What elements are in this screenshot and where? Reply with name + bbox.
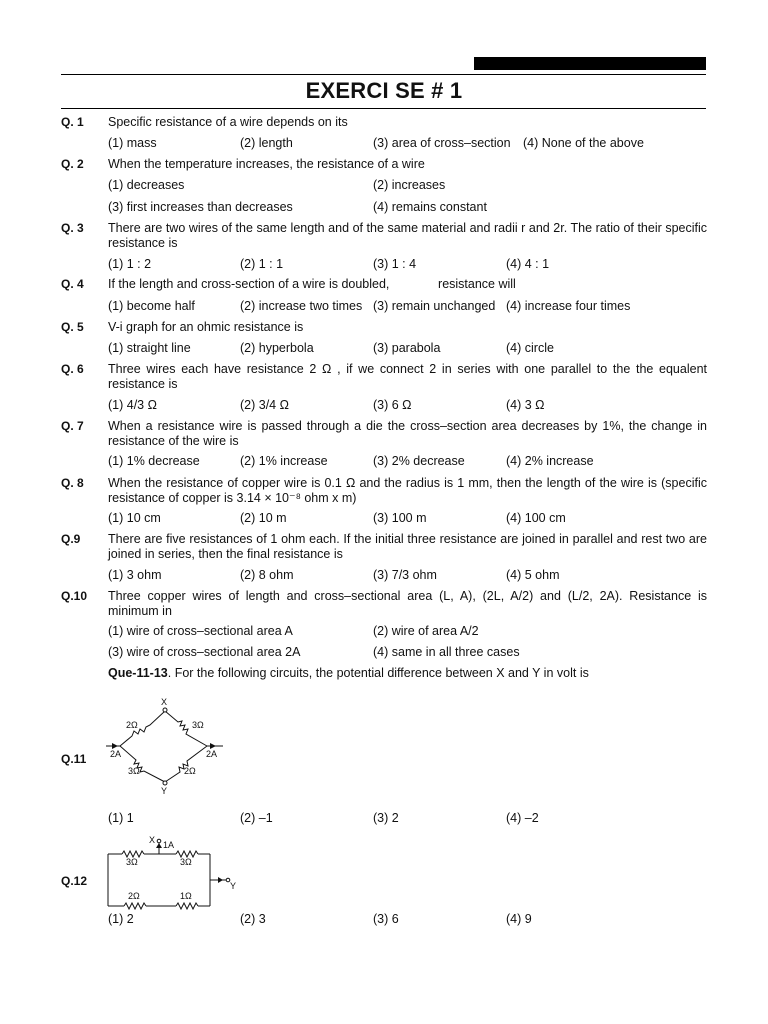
option: (2) –1	[240, 811, 273, 825]
question-label: Q. 7	[61, 419, 84, 433]
title-top-rule	[61, 74, 706, 75]
question-label: Q.11	[61, 752, 87, 766]
resistor-label: 2Ω	[126, 720, 138, 730]
option: (1) become half	[108, 299, 195, 313]
option: (4) –2	[506, 811, 539, 825]
option: (2) increase two times	[240, 299, 363, 313]
option: (2) hyperbola	[240, 341, 314, 355]
option: (4) circle	[506, 341, 554, 355]
option: (1) 4/3 Ω	[108, 398, 157, 412]
section-label: Que-11-13	[108, 666, 168, 680]
header-bar	[474, 57, 706, 70]
option: (1) 1	[108, 811, 134, 825]
option: (1) 1% decrease	[108, 454, 200, 468]
node-x-label: X	[161, 697, 168, 707]
option: (3) 6 Ω	[373, 398, 412, 412]
option: (2) 8 ohm	[240, 568, 294, 582]
option: (1) straight line	[108, 341, 191, 355]
option: (3) wire of cross–sectional area 2A	[108, 645, 301, 659]
question-text: There are five resistances of 1 ohm each. If the initial three resistance are joined in parallel and rest two are joined in series, then the final resistance is	[108, 532, 707, 561]
question-label: Q. 1	[61, 115, 84, 129]
question-label: Q. 2	[61, 157, 84, 171]
option: (4) remains constant	[373, 200, 487, 214]
option: (2) 3/4 Ω	[240, 398, 289, 412]
question-text: There are two wires of the same length and of the same material and radii r and 2r. The ratio of their specific resistance is	[108, 221, 707, 250]
question-label: Q. 3	[61, 221, 84, 235]
series-circuit-diagram	[106, 834, 246, 910]
resistor-label: 3Ω	[128, 766, 140, 776]
current-label: 2A	[110, 749, 122, 759]
question-text: Three wires each have resistance 2 Ω , if we connect 2 in series with one parallel to the the equalent resistance is	[108, 362, 707, 391]
option: (3) parabola	[373, 341, 441, 355]
option: (4) 100 cm	[506, 511, 566, 525]
option: (2) 1% increase	[240, 454, 328, 468]
node-y-label: Y	[161, 786, 168, 796]
resistor-label: 3Ω	[126, 857, 138, 867]
question-label: Q. 4	[61, 277, 84, 291]
current-label: 2A	[206, 749, 218, 759]
question-text: When the resistance of copper wire is 0.1 Ω and the radius is 1 mm, then the length of the wire is (specific resistance of copper is 3.14 × 10⁻⁸ ohm x m)	[108, 476, 707, 505]
option: (2) wire of area A/2	[373, 624, 479, 638]
option: (4) 5 ohm	[506, 568, 560, 582]
option: (3) 6	[373, 912, 399, 926]
title-bottom-rule	[61, 108, 706, 109]
option: (4) 3 Ω	[506, 398, 545, 412]
current-label: 1A	[163, 840, 175, 850]
option: (2) 1 : 1	[240, 257, 284, 271]
option: (3) 2% decrease	[373, 454, 465, 468]
question-text: When a resistance wire is passed through a die the cross–section area decreases by 1%, the change in resistance of the wire is	[108, 419, 707, 448]
option: (4) None of the above	[523, 136, 644, 150]
option: (1) 2	[108, 912, 134, 926]
node-x-label: X	[149, 835, 156, 845]
option: (4) increase four times	[506, 299, 631, 313]
question-label: Q. 6	[61, 362, 84, 376]
question-label: Q.9	[61, 532, 81, 546]
resistor-label: 2Ω	[128, 891, 140, 901]
resistor-label: 2Ω	[184, 766, 196, 776]
page-title: EXERCI SE # 1	[305, 78, 463, 103]
section-instruction	[108, 666, 589, 680]
option: (2) length	[240, 136, 293, 150]
option: (2) increases	[373, 178, 446, 192]
option: (3) first increases than decreases	[108, 200, 293, 214]
question-label: Q.12	[61, 874, 88, 888]
resistor-label: 3Ω	[180, 857, 192, 867]
resistor-label: 3Ω	[192, 720, 204, 730]
option: (4) same in all three cases	[373, 645, 520, 659]
question-text: Three copper wires of length and cross–sectional area (L, A), (2L, A/2) and (L/2, 2A). Resistance is minimum in	[108, 589, 707, 618]
option: (4) 4 : 1	[506, 257, 550, 271]
question-label: Q. 8	[61, 476, 84, 490]
option: (2) 3	[240, 912, 266, 926]
option: (4) 9	[506, 912, 532, 926]
question-label: Q. 5	[61, 320, 84, 334]
question-text: When the temperature increases, the resistance of a wire	[108, 157, 425, 171]
option: (3) 100 m	[373, 511, 427, 525]
option: (1) 3 ohm	[108, 568, 162, 582]
bridge-circuit-diagram	[106, 694, 226, 796]
option: (3) remain unchanged	[373, 299, 496, 313]
option: (4) 2% increase	[506, 454, 594, 468]
option: (3) 1 : 4	[373, 257, 417, 271]
option: (1) wire of cross–sectional area A	[108, 624, 293, 638]
question-text: Specific resistance of a wire depends on its	[108, 115, 348, 129]
option: (3) area of cross–section	[373, 136, 511, 150]
node-y-label: Y	[230, 881, 237, 891]
question-text: V-i graph for an ohmic resistance is	[108, 320, 304, 334]
option: (1) 10 cm	[108, 511, 161, 525]
resistor-label: 1Ω	[180, 891, 192, 901]
option: (1) mass	[108, 136, 157, 150]
option: (1) decreases	[108, 178, 185, 192]
option: (1) 1 : 2	[108, 257, 152, 271]
option: (3) 7/3 ohm	[373, 568, 437, 582]
option: (2) 10 m	[240, 511, 287, 525]
question-text: If the length and cross-section of a wire is doubled, resistance will	[108, 277, 516, 291]
question-label: Q.10	[61, 589, 88, 603]
option: (3) 2	[373, 811, 399, 825]
section-text: . For the following circuits, the potential difference between X and Y in volt is	[167, 666, 589, 680]
